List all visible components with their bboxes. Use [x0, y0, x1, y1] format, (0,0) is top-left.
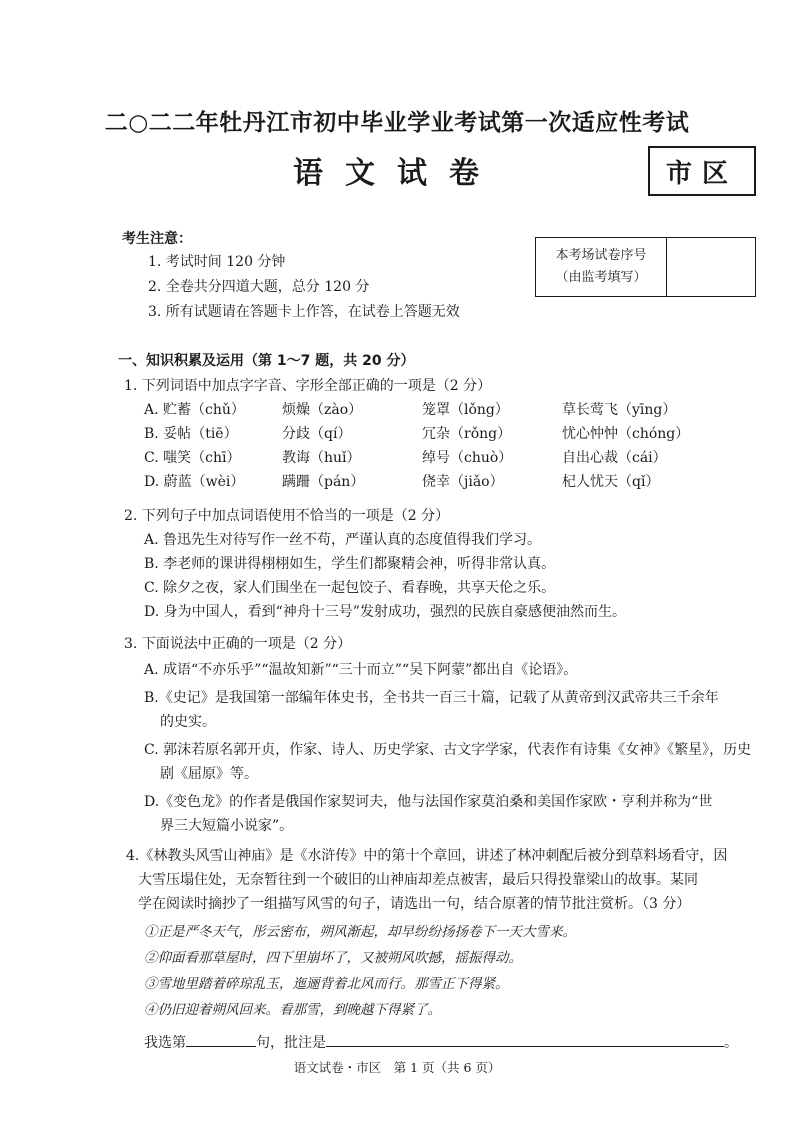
option-cell: 冗杂（rǒng） [422, 426, 512, 442]
question-4-line1: 4.《林教头风雪山神庙》是《水浒传》中的第十个章回，讲述了林冲刺配后被分到草料场看守，因 [126, 848, 728, 864]
question-4 [126, 844, 766, 916]
option-cell: D. 蔚蓝（wèi） [144, 474, 245, 490]
question-3-stem: 3. 下面说法中正确的一项是（2 分） [124, 636, 352, 652]
sequence-blank-cell[interactable] [667, 238, 755, 296]
paper-sequence-box [535, 237, 756, 297]
option-c-line2: 剧《屈原》等。 [160, 766, 258, 782]
sequence-label-line2: （由监考填写） [555, 270, 647, 285]
question-4-line3: 学在阅读时摘抄了一组描写风雪的句子，请选出一句，结合原著的情节批注赏析。（3 分） [138, 896, 691, 912]
option-b: B. 李老师的课讲得栩栩如生，学生们都聚精会神，听得非常认真。 [144, 556, 556, 572]
option-row [144, 398, 677, 422]
option-c: C. 除夕之夜，家人们围坐在一起包饺子、看春晚，共享天伦之乐。 [144, 580, 556, 596]
option-cell: B. 妥帖（tiē） [144, 426, 238, 442]
question-4-quotes [144, 920, 576, 1022]
answer-end: 。 [724, 1035, 738, 1051]
sequence-label [536, 238, 667, 296]
option-d: D. 身为中国人，看到“神舟十三号”发射成功，强烈的民族自豪感便油然而生。 [144, 604, 626, 620]
sentence-choice-blank[interactable] [186, 1030, 256, 1047]
page-footer: 语文试卷・市区 第 1 页（共 6 页） [293, 1060, 501, 1075]
option-a: A. 鲁迅先生对待写作一丝不苟，严谨认真的态度值得我们学习。 [144, 532, 542, 548]
notice-item: 3. 所有试题请在答题卡上作答，在试卷上答题无效 [148, 304, 460, 320]
annotation-blank[interactable] [326, 1030, 724, 1047]
notice-heading: 考生注意： [122, 231, 192, 247]
exam-subtitle: 语文试卷 [293, 156, 501, 191]
answer-mid: 句，批注是 [256, 1035, 326, 1051]
answer-prefix: 我选第 [144, 1035, 186, 1051]
option-cell: 忧心忡忡（chóng） [562, 426, 690, 442]
option-a: A. 成语“不亦乐乎”“温故知新”“三十而立”“吴下阿蒙”都出自《论语》。 [144, 662, 578, 678]
option-cell: 笼罩（lǒng） [422, 402, 509, 418]
sequence-label-line1: 本考场试卷序号 [555, 248, 647, 263]
question-2-stem: 2. 下列句子中加点词语使用不恰当的一项是（2 分） [124, 508, 450, 524]
quote-item: ②仰面看那草屋时，四下里崩坏了，又被朔风吹撼，摇振得动。 [144, 950, 522, 966]
option-cell: 教诲（huǐ） [282, 450, 361, 466]
option-cell: 分歧（qí） [282, 426, 352, 442]
quote-item: ①正是严冬天气，彤云密布，朔风渐起，却早纷纷扬扬卷下一天大雪来。 [144, 924, 576, 940]
question-1-options [144, 398, 690, 494]
option-cell: 侥幸（jiǎo） [422, 474, 504, 490]
option-cell: C. 嗤笑（chī） [144, 450, 241, 466]
region-box: 市区 [648, 146, 756, 196]
question-3-options [144, 658, 764, 838]
option-cell: 蹒跚（pán） [282, 474, 365, 490]
notice-item: 1. 考试时间 120 分钟 [148, 254, 286, 270]
option-d-line2: 界三大短篇小说家”。 [160, 818, 294, 834]
notice-item: 2. 全卷共分四道大题，总分 120 分 [148, 279, 370, 295]
question-1-stem: 1. 下列词语中加点字字音、字形全部正确的一项是（2 分） [124, 378, 492, 394]
option-row [144, 422, 690, 446]
option-b-line2: 的史实。 [160, 714, 216, 730]
option-row [144, 470, 664, 494]
option-cell: 草长莺飞（yīng） [562, 402, 677, 418]
option-b-line1: B.《史记》是我国第一部编年体史书，全书共一百三十篇，记载了从黄帝到汉武帝共三千余年 [144, 690, 719, 706]
quote-item: ④仍旧迎着朔风回来。看那雪，到晚越下得紧了。 [144, 1002, 441, 1018]
notice-list [148, 250, 460, 325]
option-c-line1: C. 郭沫若原名郭开贞，作家、诗人、历史学家、古文字学家，代表作有诗集《女神》《繁星》，历史 [144, 742, 752, 758]
option-cell: A. 贮蓄（chǔ） [144, 402, 245, 418]
question-2-options [144, 528, 626, 624]
answer-row [144, 1030, 764, 1055]
option-row [144, 446, 667, 470]
section-heading: 一、知识积累及运用（第 1～7 题，共 20 分） [118, 353, 415, 369]
exam-title: 二○二二年牡丹江市初中毕业学业考试第一次适应性考试 [104, 110, 690, 136]
option-cell: 自出心裁（cái） [562, 450, 667, 466]
quote-item: ③雪地里踏着碎琼乱玉，迤逦背着北风而行。那雪正下得紧。 [144, 976, 509, 992]
question-4-line2: 大雪压塌住处，无奈暂往到一个破旧的山神庙却差点被害，最后只得投靠梁山的故事。某同 [138, 872, 698, 888]
option-cell: 绰号（chuò） [422, 450, 513, 466]
option-d-line1: D.《变色龙》的作者是俄国作家契诃夫，他与法国作家莫泊桑和美国作家欧・亨利并称为“世 [144, 794, 713, 810]
option-cell: 杞人忧天（qǐ） [562, 474, 660, 490]
option-cell: 烦燥（zào） [282, 402, 363, 418]
